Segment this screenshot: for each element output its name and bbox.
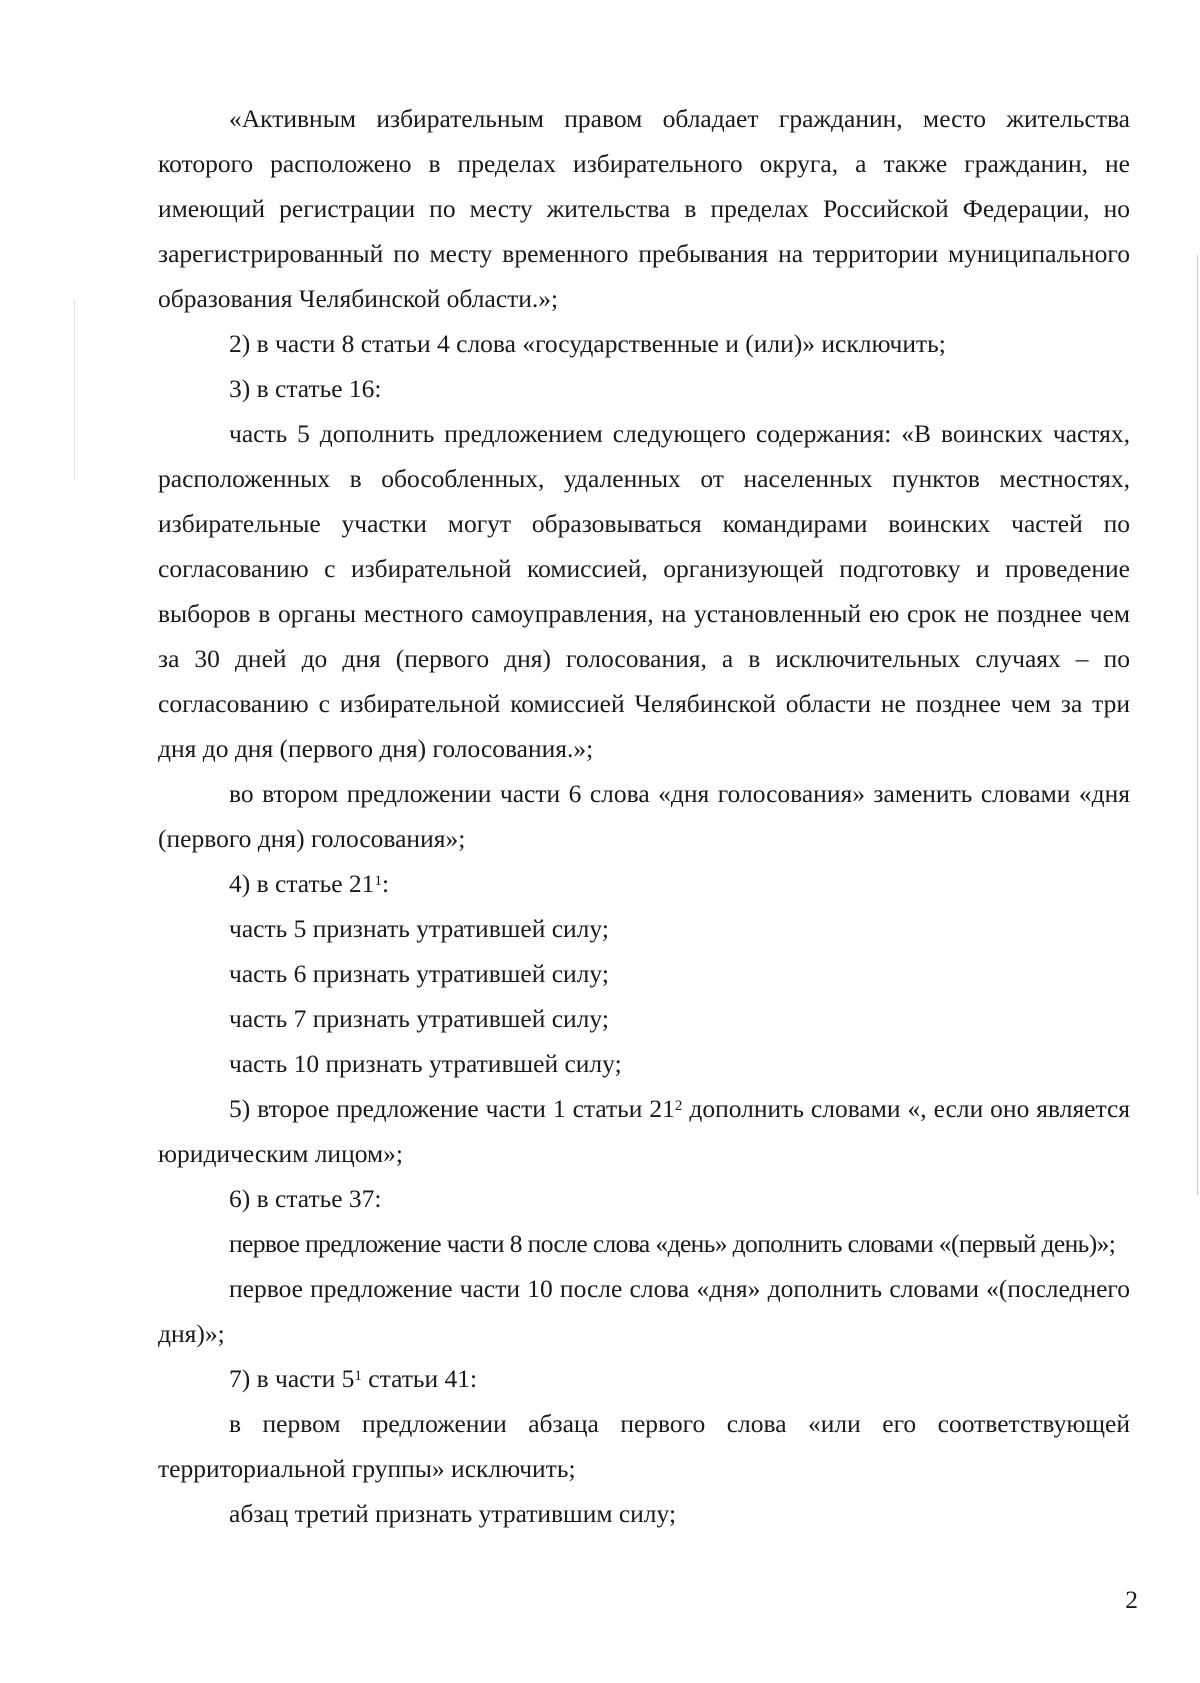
paragraph-text: дополнить словами «, если оно является юридическим лицом»;	[158, 1094, 1131, 1168]
paragraph-part-10-last-day	[158, 1266, 1130, 1356]
paragraph-text: часть 10 признать утратившей силу;	[229, 1049, 622, 1078]
paragraph-text: часть 5 признать утратившей силу;	[229, 914, 609, 943]
paragraph-item-6	[158, 1176, 1130, 1221]
paragraph-part-6-void	[158, 951, 1130, 996]
superscript: 1	[374, 872, 382, 889]
paragraph-part-5-amendment	[158, 411, 1130, 771]
paragraph-third-void	[158, 1491, 1130, 1536]
paragraph-text: часть 7 признать утратившей силу;	[229, 1004, 609, 1033]
paragraph-part-5-void	[158, 906, 1130, 951]
paragraph-item-3	[158, 366, 1130, 411]
paragraph-text: первое предложение части 10 после слова «дня» дополнить словами «(последнего дня)»;	[158, 1274, 1130, 1348]
paragraph-text: 2) в части 8 статьи 4 слова «государственные и (или)» исключить;	[229, 329, 946, 358]
paragraph-item-7	[158, 1356, 1130, 1401]
paragraph-text: 7) в части 5	[229, 1364, 355, 1393]
paragraph-item-4	[158, 861, 1130, 906]
paragraph-item-5	[158, 1086, 1130, 1176]
paragraph-part-7-void	[158, 996, 1130, 1041]
document-body	[158, 96, 1130, 1536]
page-number: 2	[1125, 1585, 1138, 1614]
paragraph-text: абзац третий признать утратившим силу;	[229, 1499, 677, 1528]
paragraph-text: :	[381, 869, 390, 898]
paragraph-item-2	[158, 321, 1130, 366]
paragraph-text: 4) в статье 21	[229, 869, 375, 898]
superscript: 2	[674, 1097, 683, 1114]
paragraph-text: статьи 41:	[361, 1364, 478, 1393]
paragraph-text: часть 5 дополнить предложением следующего содержания: «В воинских частях, расположенных в обособленных, удаленных от населенных пунктов местностях, избирательные участки могут образовываться командирами воинских частей по согласованию с избирательной комиссией, организующей подготовку и проведение выборов в органы местного самоуправления, на установленный ею срок не позднее чем за 30 дней до дня (первого дня) голосования, а в исключительных случаях – по согласованию с избирательной комиссией Челябинской области не позднее чем за три дня до дня (первого дня) голосования.»;	[158, 419, 1130, 763]
paragraph-first-sentence-exclusion	[158, 1401, 1130, 1491]
paragraph-text: первое предложение части 8 после слова «день» дополнить словами «(первый день)»;	[229, 1229, 1116, 1258]
superscript: 1	[354, 1367, 362, 1384]
paragraph-text: часть 6 признать утратившей силу;	[229, 959, 609, 988]
paragraph-text: 5) второе предложение части 1 статьи 21	[229, 1094, 675, 1123]
paragraph-text: во втором предложении части 6 слова «дня голосования» заменить словами «дня (первого дня) голосования»;	[158, 779, 1130, 853]
scan-edge-line	[1197, 255, 1198, 1195]
paragraph-part-10-void	[158, 1041, 1130, 1086]
paragraph-text: 3) в статье 16:	[229, 374, 382, 403]
paragraph-part-8-first-day	[158, 1221, 1130, 1266]
scan-edge-line	[74, 300, 75, 480]
paragraph-text: «Активным избирательным правом обладает гражданин, место жительства которого расположено в пределах избирательного округа, а также гражданин, не имеющий регистрации по месту жительства в пределах Российской Федерации, но зарегистрированный по месту временного пребывания на территории муниципального образования Челябинской области.»;	[158, 104, 1130, 313]
paragraph-text: в первом предложении абзаца первого слова «или его соответствующей территориальной группы» исключить;	[158, 1409, 1130, 1483]
paragraph-active-suffrage	[158, 96, 1130, 321]
paragraph-part-6-amendment	[158, 771, 1130, 861]
paragraph-text: 6) в статье 37:	[229, 1184, 382, 1213]
